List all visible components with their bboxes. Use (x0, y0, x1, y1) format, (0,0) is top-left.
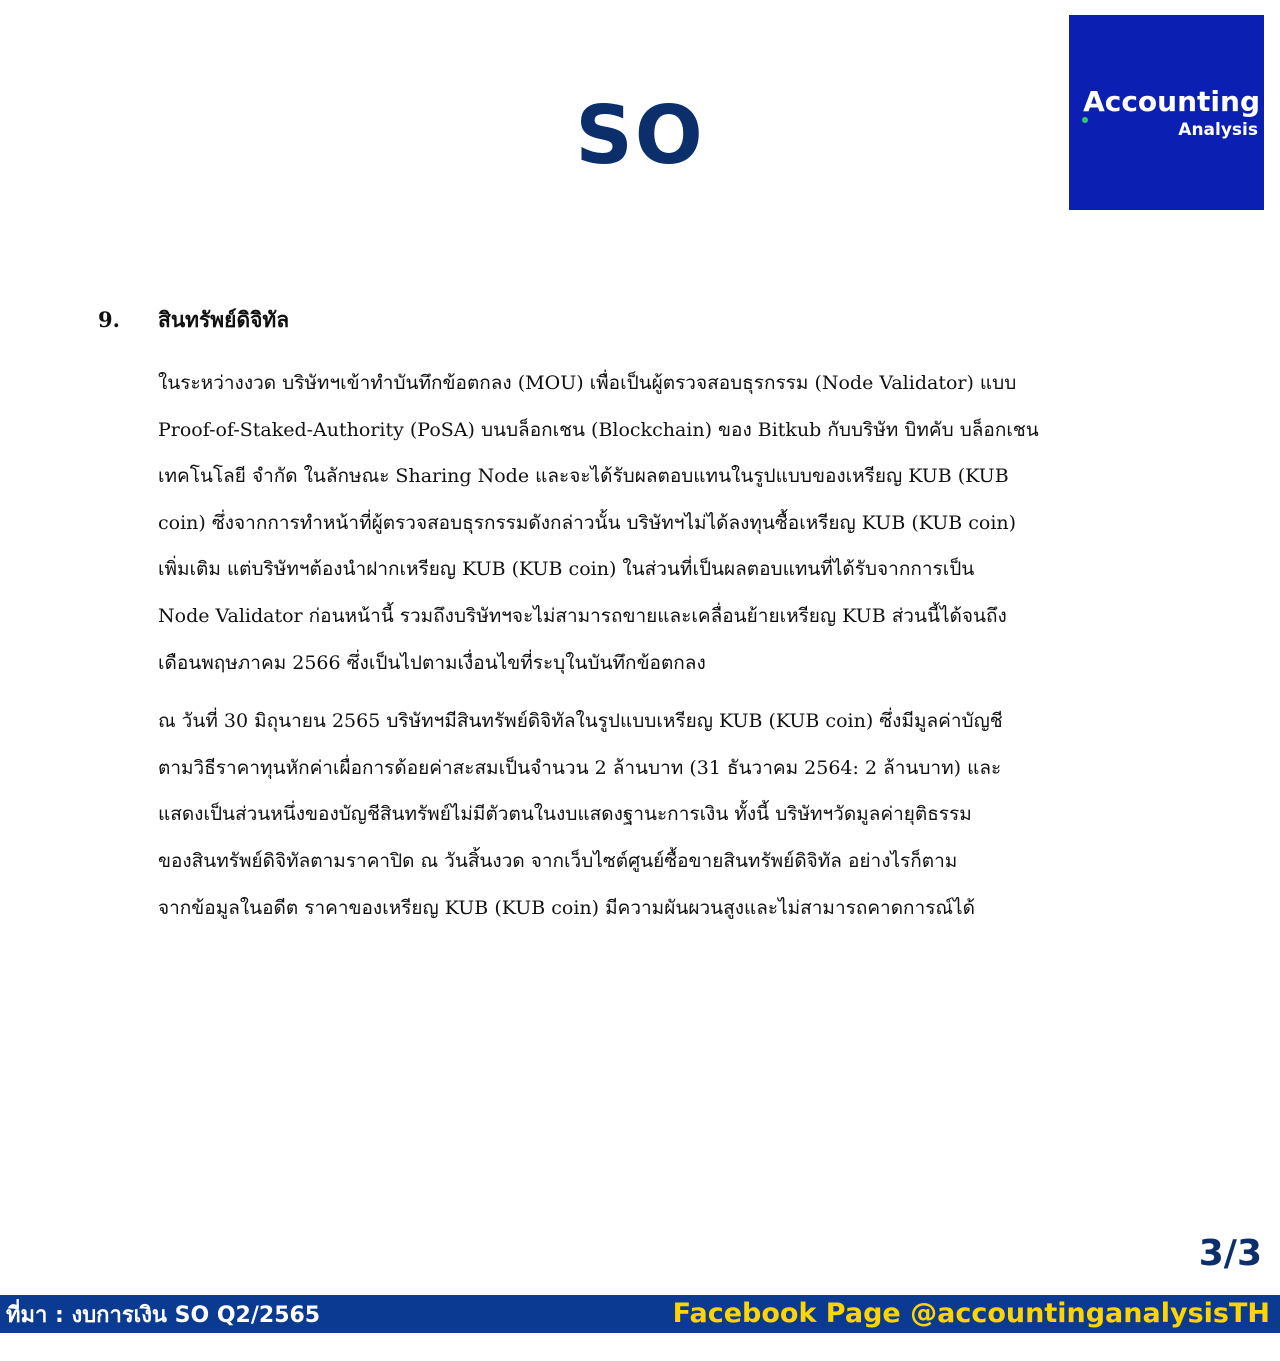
section-title: สินทรัพย์ดิจิทัล (158, 307, 290, 332)
page-indicator: 3/3 (1198, 1233, 1262, 1274)
footer-facebook-page: Facebook Page @accountinganalysisTH (672, 1298, 1270, 1329)
page-title: SO (575, 89, 705, 182)
paragraph-2: ณ วันที่ 30 มิถุนายน 2565 บริษัทฯมีสินทรัพย์ดิจิทัลในรูปแบบเหรียญ KUB (KUB coin) ซึ่งมีมูลค่าบัญชี ตามวิธีราคาทุนหักค่าเผื่อการด้อยค่าสะสมเป็นจำนวน 2 ล้านบาท (31 ธันวาคม 2564: 2 ล้านบาท) และ แสดงเป็นส่วนหนึ่งของบัญชีสินทรัพย์ไม่มีตัวตนในงบแสดงฐานะการเงิน ทั้งนี้ บริษัทฯวัดมูลค่ายุติธรรม ของสินทรัพย์ดิจิทัลตามราคาปิด ณ วันสิ้นงวด จากเว็บไซต์ศูนย์ซื้อขายสินทรัพย์ดิจิทัล อย่างไรก็ตาม จากข้อมูลในอดีต ราคาของเหรียญ KUB (KUB coin) มีความผันผวนสูงและไม่สามารถคาดการณ์ได้ (158, 710, 1003, 919)
logo-line-1: Accounting (1083, 85, 1260, 118)
paragraph-1: ในระหว่างงวด บริษัทฯเข้าทำบันทึกข้อตกลง (MOU) เพื่อเป็นผู้ตรวจสอบธุรกรรม (Node Validator) แบบ Proof-of-Staked-Authority (PoSA) บนบล็อกเชน (Blockchain) ของ Bitkub กับบริษัท บิทคับ บล็อกเชน เทคโนโลยี จำกัด ในลักษณะ Sharing Node และจะได้รับผลตอบแทนในรูปแบบของเหรียญ KUB (KUB coin) ซึ่งจากการทำหน้าที่ผู้ตรวจสอบธุรกรรมดังกล่าวนั้น บริษัทฯไม่ได้ลงทุนซื้อเหรียญ KUB (KUB coin) เพิ่มเติม แต่บริษัทฯต้องนำฝากเหรียญ KUB (KUB coin) ในส่วนที่เป็นผลตอบแทนที่ได้รับจากการเป็น Node Validator ก่อนหน้านี้ รวมถึงบริษัทฯจะไม่สามารถขายและเคลื่อนย้ายเหรียญ KUB ส่วนนี้ได้จนถึง เดือนพฤษภาคม 2566 ซึ่งเป็นไปตามเงื่อนไขที่ระบุในบันทึกข้อตกลง (158, 372, 1039, 674)
section-body (158, 360, 1130, 943)
section-number: 9. (98, 307, 120, 332)
footer-bar (0, 1295, 1280, 1333)
logo-line-2: Analysis (1178, 120, 1258, 140)
footer-source: ที่มา : งบการเงิน SO Q2/2565 (6, 1303, 321, 1328)
accounting-analysis-logo (1069, 15, 1264, 210)
